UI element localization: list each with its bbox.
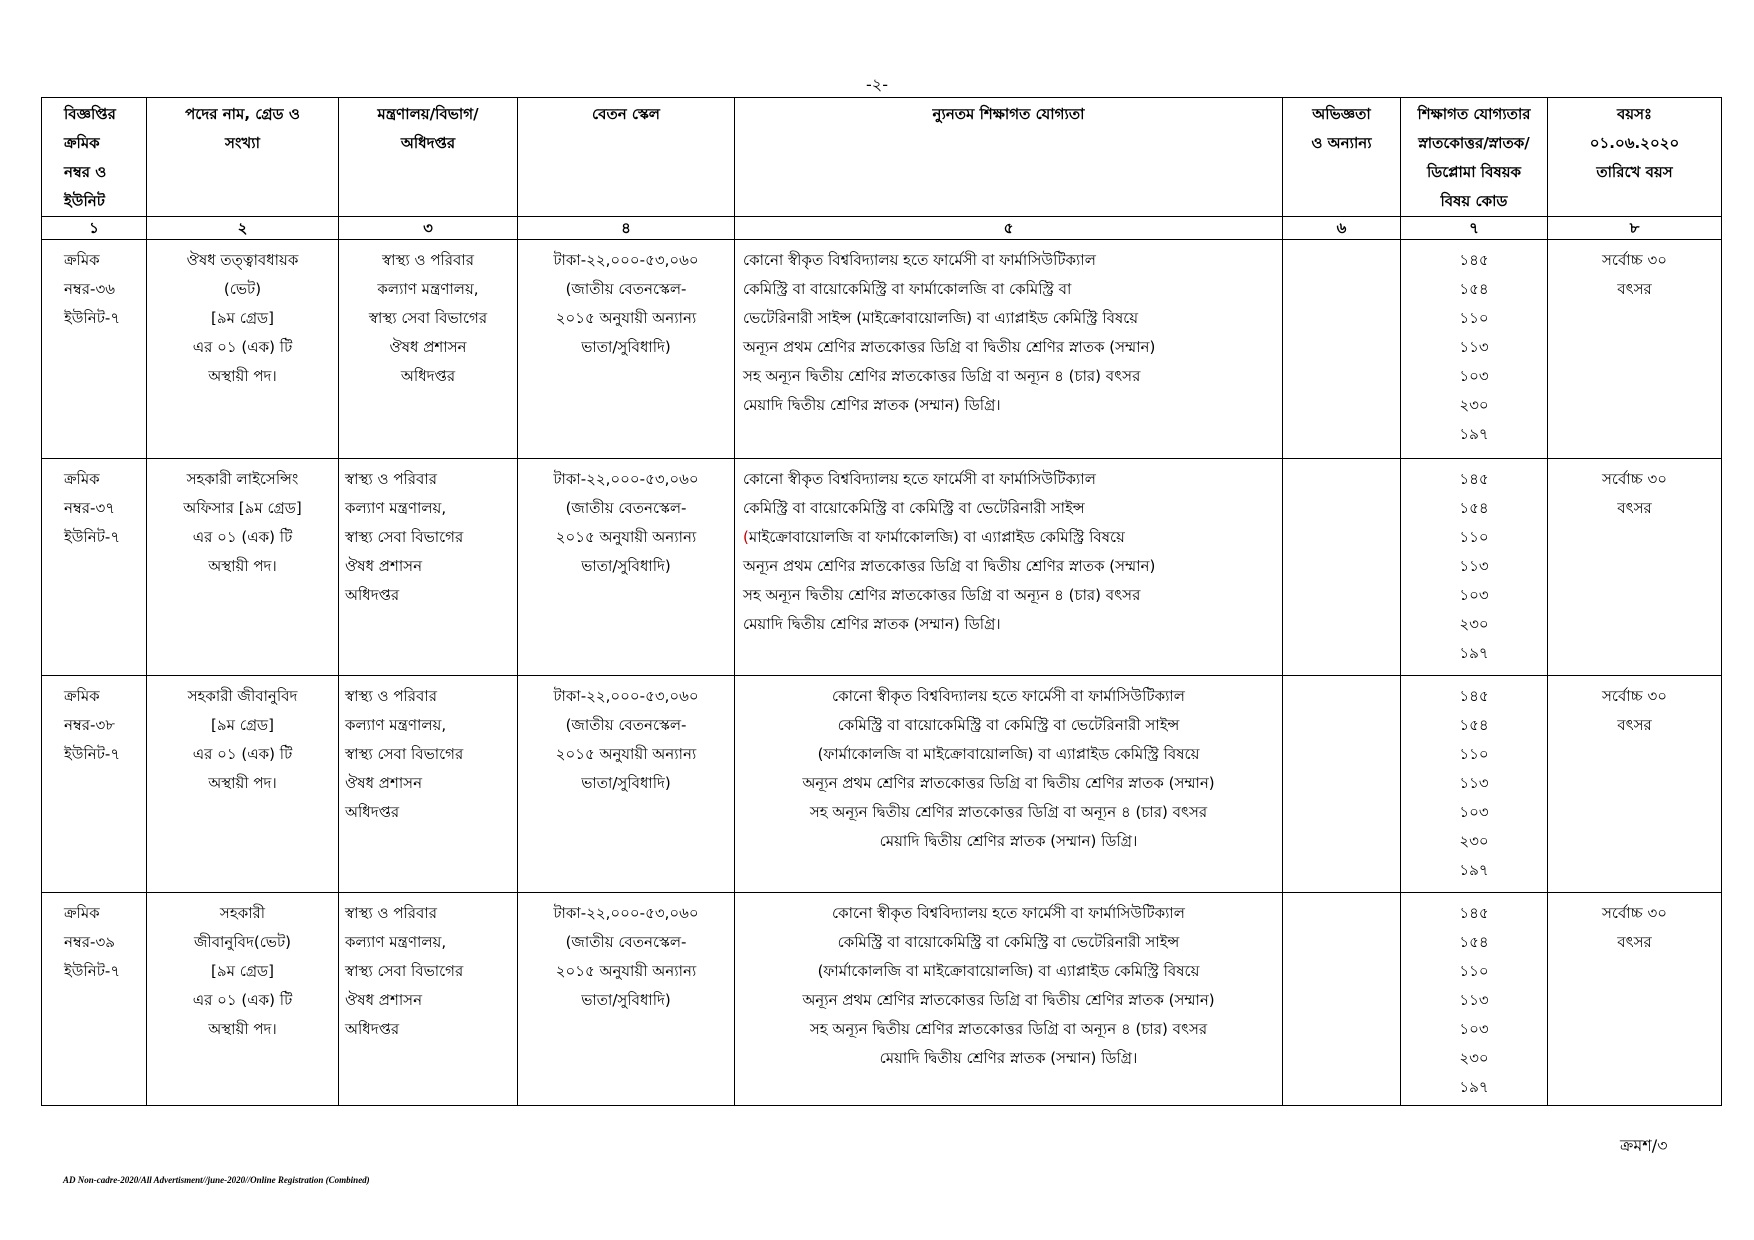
text-line: ১৪৫ (1459, 687, 1489, 705)
text-line: ২৩০ (1459, 1049, 1489, 1067)
text-line: (জাতীয় বেতনস্কেল- (565, 716, 687, 734)
text-line: ক্রমিক (64, 134, 100, 152)
age-limit-cell (1548, 893, 1722, 1106)
text-line: টাকা-২২,০০০-৫৩,০৬০ (553, 687, 699, 705)
text-line: অস্থায়ী পদ। (208, 1020, 277, 1038)
salary-scale-cell (518, 893, 735, 1106)
text-line: ২৩০ (1459, 832, 1489, 850)
qualification-line: কোনো স্বীকৃত বিশ্ববিদ্যালয় হতে ফার্মেসী বা ফার্মাসিউটিক্যাল (832, 687, 1185, 705)
post-name-cell (147, 240, 339, 459)
text-line: ঔষধ তত্ত্বাবধায়ক (186, 251, 299, 269)
qualification-cell (735, 893, 1283, 1106)
text-line: অধিদপ্তর (345, 803, 400, 821)
text-line: ইউনিট-৭ (64, 309, 121, 327)
text-line: বিষয় কোড (1440, 192, 1508, 210)
text-line: সহকারী লাইসেন্সিং (186, 470, 299, 488)
text-line: ক্রমিক (64, 470, 100, 488)
text-line: স্বাস্থ্য সেবা বিভাগের (345, 962, 464, 980)
ministry-cell (339, 459, 518, 676)
text-line: অধিদপ্তর (345, 1020, 400, 1038)
text-line: স্বাস্থ্য সেবা বিভাগের (345, 745, 464, 763)
subject-code-cell (1401, 676, 1548, 893)
qualification-line: কেমিস্ট্রি বা বায়োকেমিস্ট্রি বা ফার্মাকোলজি বা কেমিস্ট্রি বা (743, 280, 1072, 298)
qualification-cell (735, 240, 1283, 459)
text-line: সর্বোচ্চ ৩০ (1602, 687, 1667, 705)
text-line: সর্বোচ্চ ৩০ (1602, 904, 1667, 922)
column-number: ৫ (735, 217, 1283, 240)
text-line: বিজ্ঞপ্তির (64, 105, 116, 123)
text-line: ইউনিট-৭ (64, 745, 121, 763)
header-post-grade-count (147, 98, 339, 217)
text-line: অধিদপ্তর (400, 367, 456, 385)
continued-marker: ক্রমশ/৩ (1620, 1136, 1668, 1155)
serial-unit-cell (42, 240, 147, 459)
header-minimum-qualification (735, 98, 1283, 217)
experience-cell (1283, 240, 1401, 459)
age-limit-cell (1548, 676, 1722, 893)
column-number: ৭ (1401, 217, 1548, 240)
qualification-cell (735, 459, 1283, 676)
header-experience-other (1283, 98, 1401, 217)
text-line: ভাতা/সুবিধাদি) (581, 557, 671, 575)
text-line: টাকা-২২,০০০-৫৩,০৬০ (553, 251, 699, 269)
text-line: স্বাস্থ্য ও পরিবার (381, 251, 474, 269)
text-line: বৎসর (1617, 933, 1652, 951)
text-line: ১৯৭ (1459, 425, 1489, 443)
text-line: বৎসর (1617, 716, 1652, 734)
table-body (42, 240, 1722, 1106)
text-line: (ভেট) (223, 280, 262, 298)
qualification-line: কোনো স্বীকৃত বিশ্ববিদ্যালয় হতে ফার্মেসী বা ফার্মাসিউটিক্যাল (743, 251, 1096, 269)
subject-code-cell (1401, 893, 1548, 1106)
text-line: ১০৩ (1459, 367, 1489, 385)
page-number: -২- (866, 75, 888, 94)
text-line: নম্বর-৩৭ (64, 499, 115, 517)
text-line: (জাতীয় বেতনস্কেল- (565, 499, 687, 517)
text-line: [৯ম গ্রেড] (211, 962, 274, 980)
text-line: ১৪৫ (1459, 251, 1489, 269)
text-line: সহকারী (219, 904, 266, 922)
text-line: স্বাস্থ্য ও পরিবার (345, 470, 438, 488)
text-line: এর ০১ (এক) টি (192, 528, 293, 546)
experience-cell (1283, 676, 1401, 893)
text-line: পদের নাম, গ্রেড ও (185, 105, 300, 123)
qualification-line: (ফার্মাকোলজি বা মাইক্রোবায়োলজি) বা এ্যাপ্লাইড কেমিস্ট্রি বিষয়ে (817, 745, 1200, 763)
text-line: জীবানুবিদ(ভেট) (193, 933, 292, 951)
text-line: ১০৩ (1459, 586, 1489, 604)
text-line: এর ০১ (এক) টি (192, 745, 293, 763)
column-number: ৪ (518, 217, 735, 240)
text-line: ঔষধ প্রশাসন (345, 557, 423, 575)
text-line: কল্যাণ মন্ত্রণালয়, (345, 716, 447, 734)
subject-code-cell (1401, 459, 1548, 676)
post-name-cell (147, 676, 339, 893)
text-line: শিক্ষাগত যোগ্যতার (1417, 105, 1531, 123)
salary-scale-cell (518, 240, 735, 459)
text-line: ১৫৪ (1459, 716, 1489, 734)
text-line: ০১.০৬.২০২০ (1589, 134, 1680, 152)
post-name-cell (147, 893, 339, 1106)
text-line: ১১৩ (1459, 338, 1489, 356)
text-line: ২০১৫ অনুযায়ী অন্যান্য (555, 528, 697, 546)
qualification-line: মেয়াদি দ্বিতীয় শ্রেণির স্নাতক (সম্মান) ডিগ্রি। (743, 396, 1001, 414)
text-line: নম্বর-৩৬ (64, 280, 115, 298)
text-line: ১৫৪ (1459, 933, 1489, 951)
age-limit-cell (1548, 459, 1722, 676)
text-line: ১৫৪ (1459, 499, 1489, 517)
qualification-line: অন্যূন প্রথম শ্রেণির স্নাতকোত্তর ডিগ্রি বা দ্বিতীয় শ্রেণির স্নাতক (সম্মান) (743, 338, 1156, 356)
text-line: স্নাতকোত্তর/স্নাতক/ (1418, 134, 1530, 152)
column-number: ১ (42, 217, 147, 240)
text-line: ন্যুনতম শিক্ষাগত যোগ্যতা (932, 105, 1085, 123)
vacancy-table (41, 97, 1722, 1106)
column-number: ২ (147, 217, 339, 240)
text-line: ইউনিট-৭ (64, 962, 121, 980)
qualification-line: অন্যূন প্রথম শ্রেণির স্নাতকোত্তর ডিগ্রি বা দ্বিতীয় শ্রেণির স্নাতক (সম্মান) (743, 557, 1156, 575)
text-line: ভাতা/সুবিধাদি) (581, 991, 671, 1009)
text-line: ডিপ্লোমা বিষয়ক (1426, 163, 1522, 181)
text-line: টাকা-২২,০০০-৫৩,০৬০ (553, 904, 699, 922)
qualification-line: অন্যূন প্রথম শ্রেণির স্নাতকোত্তর ডিগ্রি বা দ্বিতীয় শ্রেণির স্নাতক (সম্মান) (802, 991, 1215, 1009)
text-line: অধিদপ্তর (400, 134, 456, 152)
text-line: ১৯৭ (1459, 861, 1489, 879)
text-line: বৎসর (1617, 499, 1652, 517)
text-line: ঔষধ প্রশাসন (345, 991, 423, 1009)
text-line: ভাতা/সুবিধাদি) (581, 338, 671, 356)
table-row (42, 893, 1722, 1106)
text-line: টাকা-২২,০০০-৫৩,০৬০ (553, 470, 699, 488)
text-line: ১১৩ (1459, 557, 1489, 575)
text-line: অস্থায়ী পদ। (208, 774, 277, 792)
text-line: ২৩০ (1459, 396, 1489, 414)
text-line: ও অন্যান্য (1311, 134, 1372, 152)
text-line: কল্যাণ মন্ত্রণালয়, (345, 933, 447, 951)
text-line: (জাতীয় বেতনস্কেল- (565, 933, 687, 951)
header-serial-unit (42, 98, 147, 217)
text-line: তারিখে বয়স (1596, 163, 1673, 181)
text-line: ইউনিট-৭ (64, 528, 121, 546)
text-line: ক্রমিক (64, 904, 100, 922)
serial-unit-cell (42, 676, 147, 893)
text-line: কল্যাণ মন্ত্রণালয়, (377, 280, 479, 298)
text-line: ১১৩ (1459, 774, 1489, 792)
qualification-line: মেয়াদি দ্বিতীয় শ্রেণির স্নাতক (সম্মান) ডিগ্রি। (879, 1049, 1138, 1067)
qualification-line: (ফার্মাকোলজি বা মাইক্রোবায়োলজি) বা এ্যাপ্লাইড কেমিস্ট্রি বিষয়ে (817, 962, 1200, 980)
column-number: ৮ (1548, 217, 1722, 240)
text-line: অভিজ্ঞতা (1312, 105, 1371, 123)
text-line: ১১০ (1459, 309, 1489, 327)
qualification-line: সহ অন্যূন দ্বিতীয় শ্রেণির স্নাতকোত্তর ডিগ্রি বা অন্যূন ৪ (চার) বৎসর (743, 367, 1141, 385)
text-line: সর্বোচ্চ ৩০ (1602, 251, 1667, 269)
text-line: নম্বর ও (64, 163, 107, 181)
ministry-cell (339, 893, 518, 1106)
column-number-row (42, 217, 1722, 240)
qualification-text: মাইক্রোবায়োলজি বা ফার্মাকোলজি) বা এ্যাপ্লাইড কেমিস্ট্রি বিষয়ে (748, 528, 1125, 546)
table-row (42, 240, 1722, 459)
text-line: ক্রমিক (64, 251, 100, 269)
text-line: অস্থায়ী পদ। (208, 367, 277, 385)
text-line: ১১০ (1459, 528, 1489, 546)
serial-unit-cell (42, 459, 147, 676)
qualification-line: মেয়াদি দ্বিতীয় শ্রেণির স্নাতক (সম্মান) ডিগ্রি। (879, 832, 1138, 850)
text-line: ভাতা/সুবিধাদি) (581, 774, 671, 792)
header-age-limit (1548, 98, 1722, 217)
footer-file-path: AD Non-cadre-2020/All Advertisment//june-2020//Online Registration (Combined) (63, 1175, 370, 1185)
text-line: ১১৩ (1459, 991, 1489, 1009)
table-row (42, 459, 1722, 676)
text-line: ১০৩ (1459, 1020, 1489, 1038)
text-line: নম্বর-৩৮ (64, 716, 115, 734)
subject-code-cell (1401, 240, 1548, 459)
text-line: ২০১৫ অনুযায়ী অন্যান্য (555, 962, 697, 980)
qualification-line: কোনো স্বীকৃত বিশ্ববিদ্যালয় হতে ফার্মেসী বা ফার্মাসিউটিক্যাল (832, 904, 1185, 922)
header-salary-scale (518, 98, 735, 217)
qualification-line: সহ অন্যূন দ্বিতীয় শ্রেণির স্নাতকোত্তর ডিগ্রি বা অন্যূন ৪ (চার) বৎসর (809, 1020, 1208, 1038)
qualification-line: মেয়াদি দ্বিতীয় শ্রেণির স্নাতক (সম্মান) ডিগ্রি। (743, 615, 1001, 633)
header-ministry-department (339, 98, 518, 217)
text-line: অস্থায়ী পদ। (208, 557, 277, 575)
qualification-line: সহ অন্যূন দ্বিতীয় শ্রেণির স্নাতকোত্তর ডিগ্রি বা অন্যূন ৪ (চার) বৎসর (743, 586, 1141, 604)
text-line: বয়সঃ (1616, 105, 1653, 123)
text-line: অধিদপ্তর (345, 586, 400, 604)
qualification-line (743, 523, 1272, 552)
text-line: অফিসার [৯ম গ্রেড] (183, 499, 302, 517)
experience-cell (1283, 893, 1401, 1106)
text-line: [৯ম গ্রেড] (211, 716, 274, 734)
qualification-line: কেমিস্ট্রি বা বায়োকেমিস্ট্রি বা কেমিস্ট্রি বা ভেটেরিনারী সাইন্স (743, 499, 1085, 517)
text-line: মন্ত্রণালয়/বিভাগ/ (377, 105, 479, 123)
text-line: ১৯৭ (1459, 1078, 1489, 1096)
qualification-cell (735, 676, 1283, 893)
experience-cell (1283, 459, 1401, 676)
text-line: নম্বর-৩৯ (64, 933, 115, 951)
table-row (42, 676, 1722, 893)
ministry-cell (339, 676, 518, 893)
column-number: ৬ (1283, 217, 1401, 240)
text-line: ১৪৫ (1459, 470, 1489, 488)
serial-unit-cell (42, 893, 147, 1106)
text-line: এর ০১ (এক) টি (192, 991, 293, 1009)
text-line: [৯ম গ্রেড] (211, 309, 274, 327)
salary-scale-cell (518, 459, 735, 676)
post-name-cell (147, 459, 339, 676)
qualification-line: কোনো স্বীকৃত বিশ্ববিদ্যালয় হতে ফার্মেসী বা ফার্মাসিউটিক্যাল (743, 470, 1096, 488)
text-line: ১৪৫ (1459, 904, 1489, 922)
text-line: ২০১৫ অনুযায়ী অন্যান্য (555, 745, 697, 763)
text-line: ১১০ (1459, 745, 1489, 763)
text-line: ১০৩ (1459, 803, 1489, 821)
salary-scale-cell (518, 676, 735, 893)
age-limit-cell (1548, 240, 1722, 459)
qualification-line: অন্যূন প্রথম শ্রেণির স্নাতকোত্তর ডিগ্রি বা দ্বিতীয় শ্রেণির স্নাতক (সম্মান) (802, 774, 1215, 792)
text-line: স্বাস্থ্য ও পরিবার (345, 687, 438, 705)
text-line: স্বাস্থ্য সেবা বিভাগের (345, 528, 464, 546)
text-line: স্বাস্থ্য সেবা বিভাগের (368, 309, 488, 327)
text-line: ২৩০ (1459, 615, 1489, 633)
text-line: ১৫৪ (1459, 280, 1489, 298)
text-line: সংখ্যা (225, 134, 260, 152)
text-line: ক্রমিক (64, 687, 100, 705)
text-line: বেতন স্কেল (592, 105, 660, 123)
text-line: ১৯৭ (1459, 644, 1489, 662)
text-line: ঔষধ প্রশাসন (389, 338, 467, 356)
text-line: (জাতীয় বেতনস্কেল- (565, 280, 687, 298)
header-subject-code (1401, 98, 1548, 217)
table-header-row (42, 98, 1722, 217)
text-line: এর ০১ (এক) টি (192, 338, 293, 356)
text-line: স্বাস্থ্য ও পরিবার (345, 904, 438, 922)
qualification-line: কেমিস্ট্রি বা বায়োকেমিস্ট্রি বা কেমিস্ট্রি বা ভেটেরিনারী সাইন্স (837, 933, 1180, 951)
column-number: ৩ (339, 217, 518, 240)
text-line: ২০১৫ অনুযায়ী অন্যান্য (555, 309, 697, 327)
text-line: সর্বোচ্চ ৩০ (1602, 470, 1667, 488)
text-line: ১১০ (1459, 962, 1489, 980)
qualification-line: ভেটেরিনারী সাইন্স (মাইক্রোবায়োলজি) বা এ্যাপ্লাইড কেমিস্ট্রি বিষয়ে (743, 309, 1139, 327)
text-line: বৎসর (1617, 280, 1652, 298)
qualification-line: কেমিস্ট্রি বা বায়োকেমিস্ট্রি বা কেমিস্ট্রি বা ভেটেরিনারী সাইন্স (837, 716, 1180, 734)
text-line: ইউনিট (64, 192, 105, 210)
qualification-line: সহ অন্যূন দ্বিতীয় শ্রেণির স্নাতকোত্তর ডিগ্রি বা অন্যূন ৪ (চার) বৎসর (809, 803, 1208, 821)
red-parenthesis: ( (743, 528, 749, 546)
text-line: ঔষধ প্রশাসন (345, 774, 423, 792)
ministry-cell (339, 240, 518, 459)
text-line: কল্যাণ মন্ত্রণালয়, (345, 499, 447, 517)
text-line: সহকারী জীবানুবিদ (187, 687, 298, 705)
